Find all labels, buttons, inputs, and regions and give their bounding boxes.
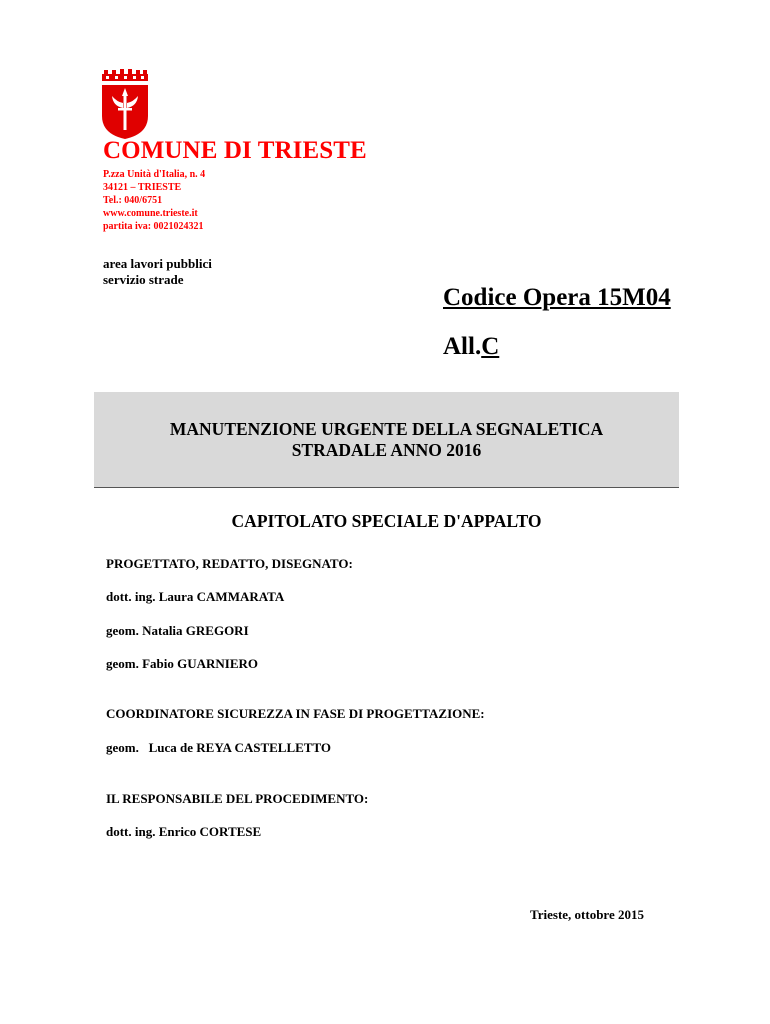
organization-contact-block: [103, 168, 205, 233]
department-service: servizio strade: [103, 272, 184, 287]
organization-name: COMUNE DI TRIESTE: [103, 137, 367, 164]
document-subtitle: CAPITOLATO SPECIALE D'APPALTO: [231, 511, 542, 531]
address-city: 34121 – TRIESTE: [103, 182, 182, 193]
phone-number: Tel.: 040/6751: [103, 195, 163, 206]
designers-heading: PROGETTATO, REDATTO, DISEGNATO:: [106, 556, 353, 571]
work-code: Codice Opera 15M04: [443, 284, 671, 311]
designer-name: geom. Fabio GUARNIERO: [106, 656, 259, 671]
project-title-line-1: MANUTENZIONE URGENTE DELLA SEGNALETICA: [169, 418, 604, 439]
vat-number: partita iva: 0021024321: [103, 221, 204, 232]
address-street: P.zza Unità d'Italia, n. 4: [103, 169, 206, 180]
procedure-manager-heading: IL RESPONSABILE DEL PROCEDIMENTO:: [106, 791, 369, 806]
project-title-box: [94, 392, 679, 488]
department-block: [103, 256, 212, 288]
attachment-letter: C: [481, 333, 500, 360]
safety-coordinator-name: geom. Luca de REYA CASTELLETTO: [106, 740, 332, 755]
safety-coordinator-heading: COORDINATORE SICUREZZA IN FASE DI PROGETTAZIONE:: [106, 706, 485, 721]
place-and-date: Trieste, ottobre 2015: [530, 907, 644, 922]
procedure-manager-name: dott. ing. Enrico CORTESE: [106, 824, 262, 839]
attachment-label: [443, 333, 499, 361]
designer-name: geom. Natalia GREGORI: [106, 623, 249, 638]
website: www.comune.trieste.it: [103, 208, 198, 219]
project-title-line-2: STRADALE ANNO 2016: [291, 439, 482, 460]
attachment-prefix: All.: [443, 333, 482, 360]
trieste-coat-of-arms-icon: [101, 68, 149, 140]
department-area: area lavori pubblici: [103, 256, 212, 271]
designer-name: dott. ing. Laura CAMMARATA: [106, 589, 285, 604]
